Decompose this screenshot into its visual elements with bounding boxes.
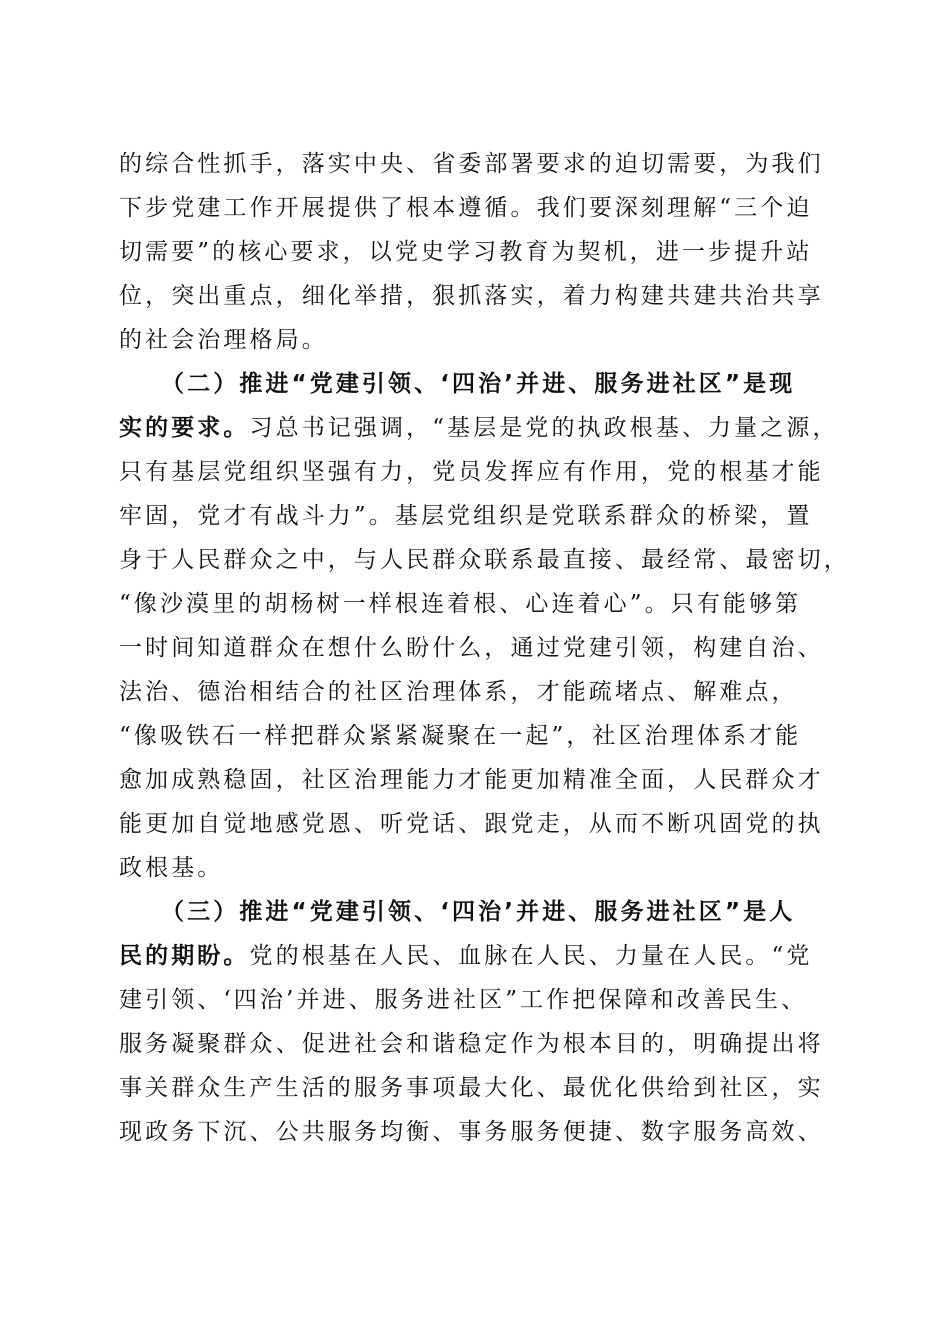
text-line — [119, 230, 839, 274]
text-run: 下步党建工作开展提供了根本遵循。我们要深刻理解“三个迫 — [119, 195, 813, 221]
text-line — [119, 934, 839, 978]
text-line — [119, 1110, 839, 1154]
text-line — [119, 318, 839, 362]
text-run: 的综合性抓手，落实中央、省委部署要求的迫切需要，为我们 — [119, 151, 824, 177]
section-heading-3: （三）推进“党建引领、‘四治’并进、服务进社区”是人 — [161, 899, 796, 925]
text-run: 切需要”的核心要求，以党史学习教育为契机，进一步提升站 — [119, 239, 813, 265]
text-run: 习总书记强调，“基层是党的执政根基、力量之源， — [249, 415, 839, 441]
section-heading-line — [161, 362, 839, 406]
text-line — [119, 142, 839, 186]
text-line — [119, 846, 839, 890]
text-run: 党的根基在人民、血脉在人民、力量在人民。“党 — [249, 943, 813, 969]
text-line — [119, 450, 839, 494]
text-line — [119, 978, 839, 1022]
section-heading-3-end: 民的期盼。 — [119, 943, 250, 969]
text-run: 法治、德治相结合的社区治理体系，才能疏堵点、解难点， — [119, 679, 798, 705]
text-run: 只有基层党组织坚强有力，党员发挥应有作用，党的根基才能 — [119, 459, 824, 485]
text-line — [119, 714, 839, 758]
text-line — [119, 538, 850, 582]
text-line — [119, 758, 839, 802]
text-run: 建引领、‘四治’并进、服务进社区”工作把保障和改善民生、 — [119, 987, 808, 1013]
text-line — [119, 626, 839, 670]
text-line — [119, 186, 839, 230]
text-run: 身于人民群众之中，与人民群众联系最直接、最经常、最密切， — [119, 547, 850, 573]
section-heading-2-end: 实的要求。 — [119, 415, 250, 441]
text-run: 事关群众生产生活的服务事项最大化、最优化供给到社区，实 — [119, 1075, 824, 1101]
text-run: 的社会治理格局。 — [119, 327, 328, 353]
text-line — [119, 582, 839, 626]
text-line — [119, 802, 839, 846]
text-line — [119, 1022, 839, 1066]
text-run: 能更加自觉地感党恩、听党话、跟党走，从而不断巩固党的执 — [119, 811, 824, 837]
text-run: 位，突出重点，细化举措，狠抓落实，着力构建共建共治共享 — [119, 283, 824, 309]
text-run: “像沙漠里的胡杨树一样根连着根、心连着心”。只有能够第 — [119, 591, 802, 617]
section-heading-2: （二）推进“党建引领、‘四治’并进、服务进社区”是现 — [161, 371, 796, 397]
text-run: 一时间知道群众在想什么盼什么，通过党建引领，构建自治、 — [119, 635, 824, 661]
text-run: 牢固，党才有战斗力”。基层党组织是党联系群众的桥梁，置 — [119, 503, 813, 529]
text-run: 服务凝聚群众、促进社会和谐稳定作为根本目的，明确提出将 — [119, 1031, 824, 1057]
text-line — [119, 274, 839, 318]
text-run: 政根基。 — [119, 855, 224, 881]
text-line — [119, 670, 839, 714]
text-run: 愈加成熟稳固，社区治理能力才能更加精准全面，人民群众才 — [119, 767, 824, 793]
text-line — [119, 1066, 839, 1110]
text-line — [119, 406, 839, 450]
text-run: 现政务下沉、公共服务均衡、事务服务便捷、数字服务高效、 — [119, 1119, 824, 1145]
section-heading-line — [161, 890, 839, 934]
text-run: “像吸铁石一样把群众紧紧凝聚在一起”，社区治理体系才能 — [119, 723, 802, 749]
text-line — [119, 494, 839, 538]
